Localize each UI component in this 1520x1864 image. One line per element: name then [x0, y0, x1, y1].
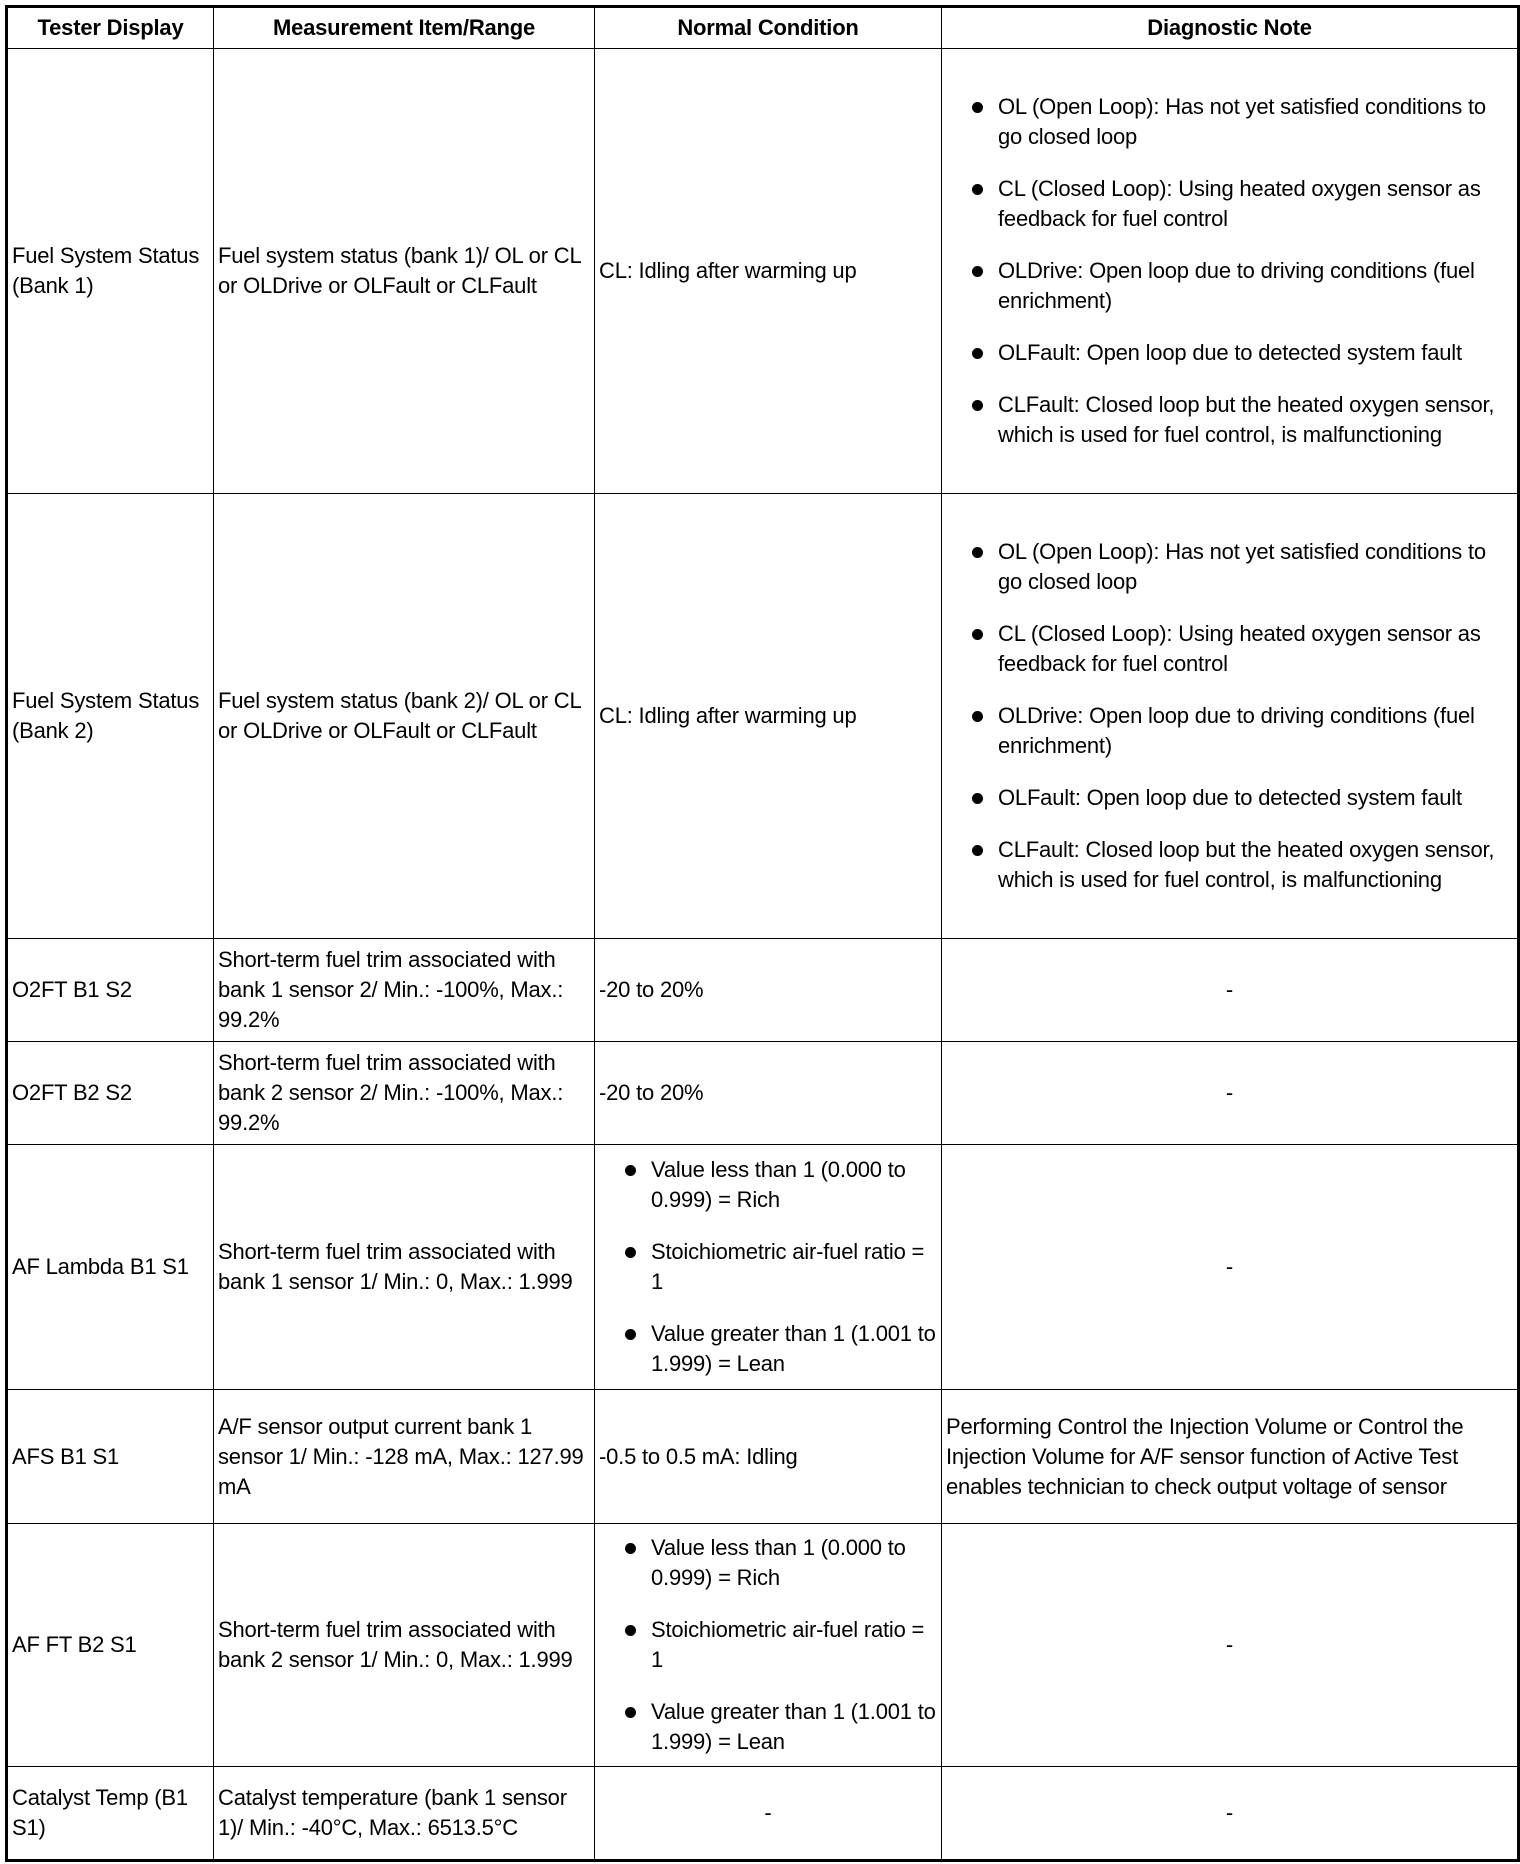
- diagnostic-note-cell: -: [942, 939, 1519, 1042]
- table-row: [7, 1767, 1519, 1861]
- table-row: [7, 49, 1519, 494]
- measurement-cell: Catalyst temperature (bank 1 sensor 1)/ Min.: -40°C, Max.: 6513.5°C: [214, 1767, 595, 1861]
- bullet-item: CLFault: Closed loop but the heated oxygen sensor, which is used for fuel control, is malfunctioning: [946, 835, 1513, 895]
- normal-condition-cell: -: [595, 1767, 942, 1861]
- table-row: [7, 1390, 1519, 1524]
- tester-display-cell: AF Lambda B1 S1: [7, 1145, 214, 1390]
- bullet-item: CL (Closed Loop): Using heated oxygen sensor as feedback for fuel control: [946, 619, 1513, 679]
- bullet-item: OLFault: Open loop due to detected system fault: [946, 783, 1513, 813]
- table-row: [7, 939, 1519, 1042]
- diagnostic-note-cell: -: [942, 1524, 1519, 1767]
- normal-condition-list: [599, 1533, 937, 1757]
- measurement-cell: Short-term fuel trim associated with bank 2 sensor 2/ Min.: -100%, Max.: 99.2%: [214, 1042, 595, 1145]
- normal-condition-cell: [595, 1524, 942, 1767]
- table-row: [7, 1524, 1519, 1767]
- normal-condition-cell: CL: Idling after warming up: [595, 49, 942, 494]
- diagnostic-note-list: [946, 537, 1513, 895]
- diagnostic-note-cell: -: [942, 1042, 1519, 1145]
- tester-display-cell: AFS B1 S1: [7, 1390, 214, 1524]
- normal-condition-cell: CL: Idling after warming up: [595, 494, 942, 939]
- bullet-item: OLFault: Open loop due to detected system fault: [946, 338, 1513, 368]
- header-tester-display: Tester Display: [7, 7, 214, 49]
- bullet-item: OLDrive: Open loop due to driving conditions (fuel enrichment): [946, 256, 1513, 316]
- header-diagnostic-note: Diagnostic Note: [942, 7, 1519, 49]
- bullet-item: Stoichiometric air-fuel ratio = 1: [599, 1615, 937, 1675]
- header-normal-condition: Normal Condition: [595, 7, 942, 49]
- normal-condition-list: [599, 1155, 937, 1379]
- bullet-item: Value less than 1 (0.000 to 0.999) = Rich: [599, 1533, 937, 1593]
- header-measurement-item: Measurement Item/Range: [214, 7, 595, 49]
- table-row: [7, 1042, 1519, 1145]
- tester-display-cell: Fuel System Status (Bank 2): [7, 494, 214, 939]
- measurement-cell: Short-term fuel trim associated with bank 2 sensor 1/ Min.: 0, Max.: 1.999: [214, 1524, 595, 1767]
- measurement-cell: Short-term fuel trim associated with bank 1 sensor 2/ Min.: -100%, Max.: 99.2%: [214, 939, 595, 1042]
- tester-display-cell: O2FT B2 S2: [7, 1042, 214, 1145]
- diagnostic-note-cell: Performing Control the Injection Volume or Control the Injection Volume for A/F sensor function of Active Test enables technician to check output voltage of sensor: [942, 1390, 1519, 1524]
- diagnostic-note-list: [946, 92, 1513, 450]
- normal-condition-cell: -0.5 to 0.5 mA: Idling: [595, 1390, 942, 1524]
- normal-condition-cell: [595, 1145, 942, 1390]
- diagnostic-note-cell: -: [942, 1767, 1519, 1861]
- normal-condition-cell: -20 to 20%: [595, 1042, 942, 1145]
- bullet-item: OL (Open Loop): Has not yet satisfied conditions to go closed loop: [946, 537, 1513, 597]
- bullet-item: Value greater than 1 (1.001 to 1.999) = Lean: [599, 1697, 937, 1757]
- diagnostic-note-cell: -: [942, 1145, 1519, 1390]
- bullet-item: Value less than 1 (0.000 to 0.999) = Rich: [599, 1155, 937, 1215]
- measurement-cell: Fuel system status (bank 1)/ OL or CL or OLDrive or OLFault or CLFault: [214, 49, 595, 494]
- bullet-item: CLFault: Closed loop but the heated oxygen sensor, which is used for fuel control, is malfunctioning: [946, 390, 1513, 450]
- bullet-item: OL (Open Loop): Has not yet satisfied conditions to go closed loop: [946, 92, 1513, 152]
- diagnostic-note-cell: [942, 49, 1519, 494]
- bullet-item: Stoichiometric air-fuel ratio = 1: [599, 1237, 937, 1297]
- diagnostic-data-table: [5, 5, 1520, 1862]
- normal-condition-cell: -20 to 20%: [595, 939, 942, 1042]
- measurement-cell: A/F sensor output current bank 1 sensor 1/ Min.: -128 mA, Max.: 127.99 mA: [214, 1390, 595, 1524]
- tester-display-cell: AF FT B2 S1: [7, 1524, 214, 1767]
- table-row: [7, 494, 1519, 939]
- tester-display-cell: O2FT B1 S2: [7, 939, 214, 1042]
- tester-display-cell: Fuel System Status (Bank 1): [7, 49, 214, 494]
- bullet-item: Value greater than 1 (1.001 to 1.999) = Lean: [599, 1319, 937, 1379]
- bullet-item: OLDrive: Open loop due to driving conditions (fuel enrichment): [946, 701, 1513, 761]
- table-body: [7, 49, 1519, 1861]
- bullet-item: CL (Closed Loop): Using heated oxygen sensor as feedback for fuel control: [946, 174, 1513, 234]
- measurement-cell: Fuel system status (bank 2)/ OL or CL or OLDrive or OLFault or CLFault: [214, 494, 595, 939]
- measurement-cell: Short-term fuel trim associated with bank 1 sensor 1/ Min.: 0, Max.: 1.999: [214, 1145, 595, 1390]
- header-row: [7, 7, 1519, 49]
- tester-display-cell: Catalyst Temp (B1 S1): [7, 1767, 214, 1861]
- diagnostic-note-cell: [942, 494, 1519, 939]
- table-row: [7, 1145, 1519, 1390]
